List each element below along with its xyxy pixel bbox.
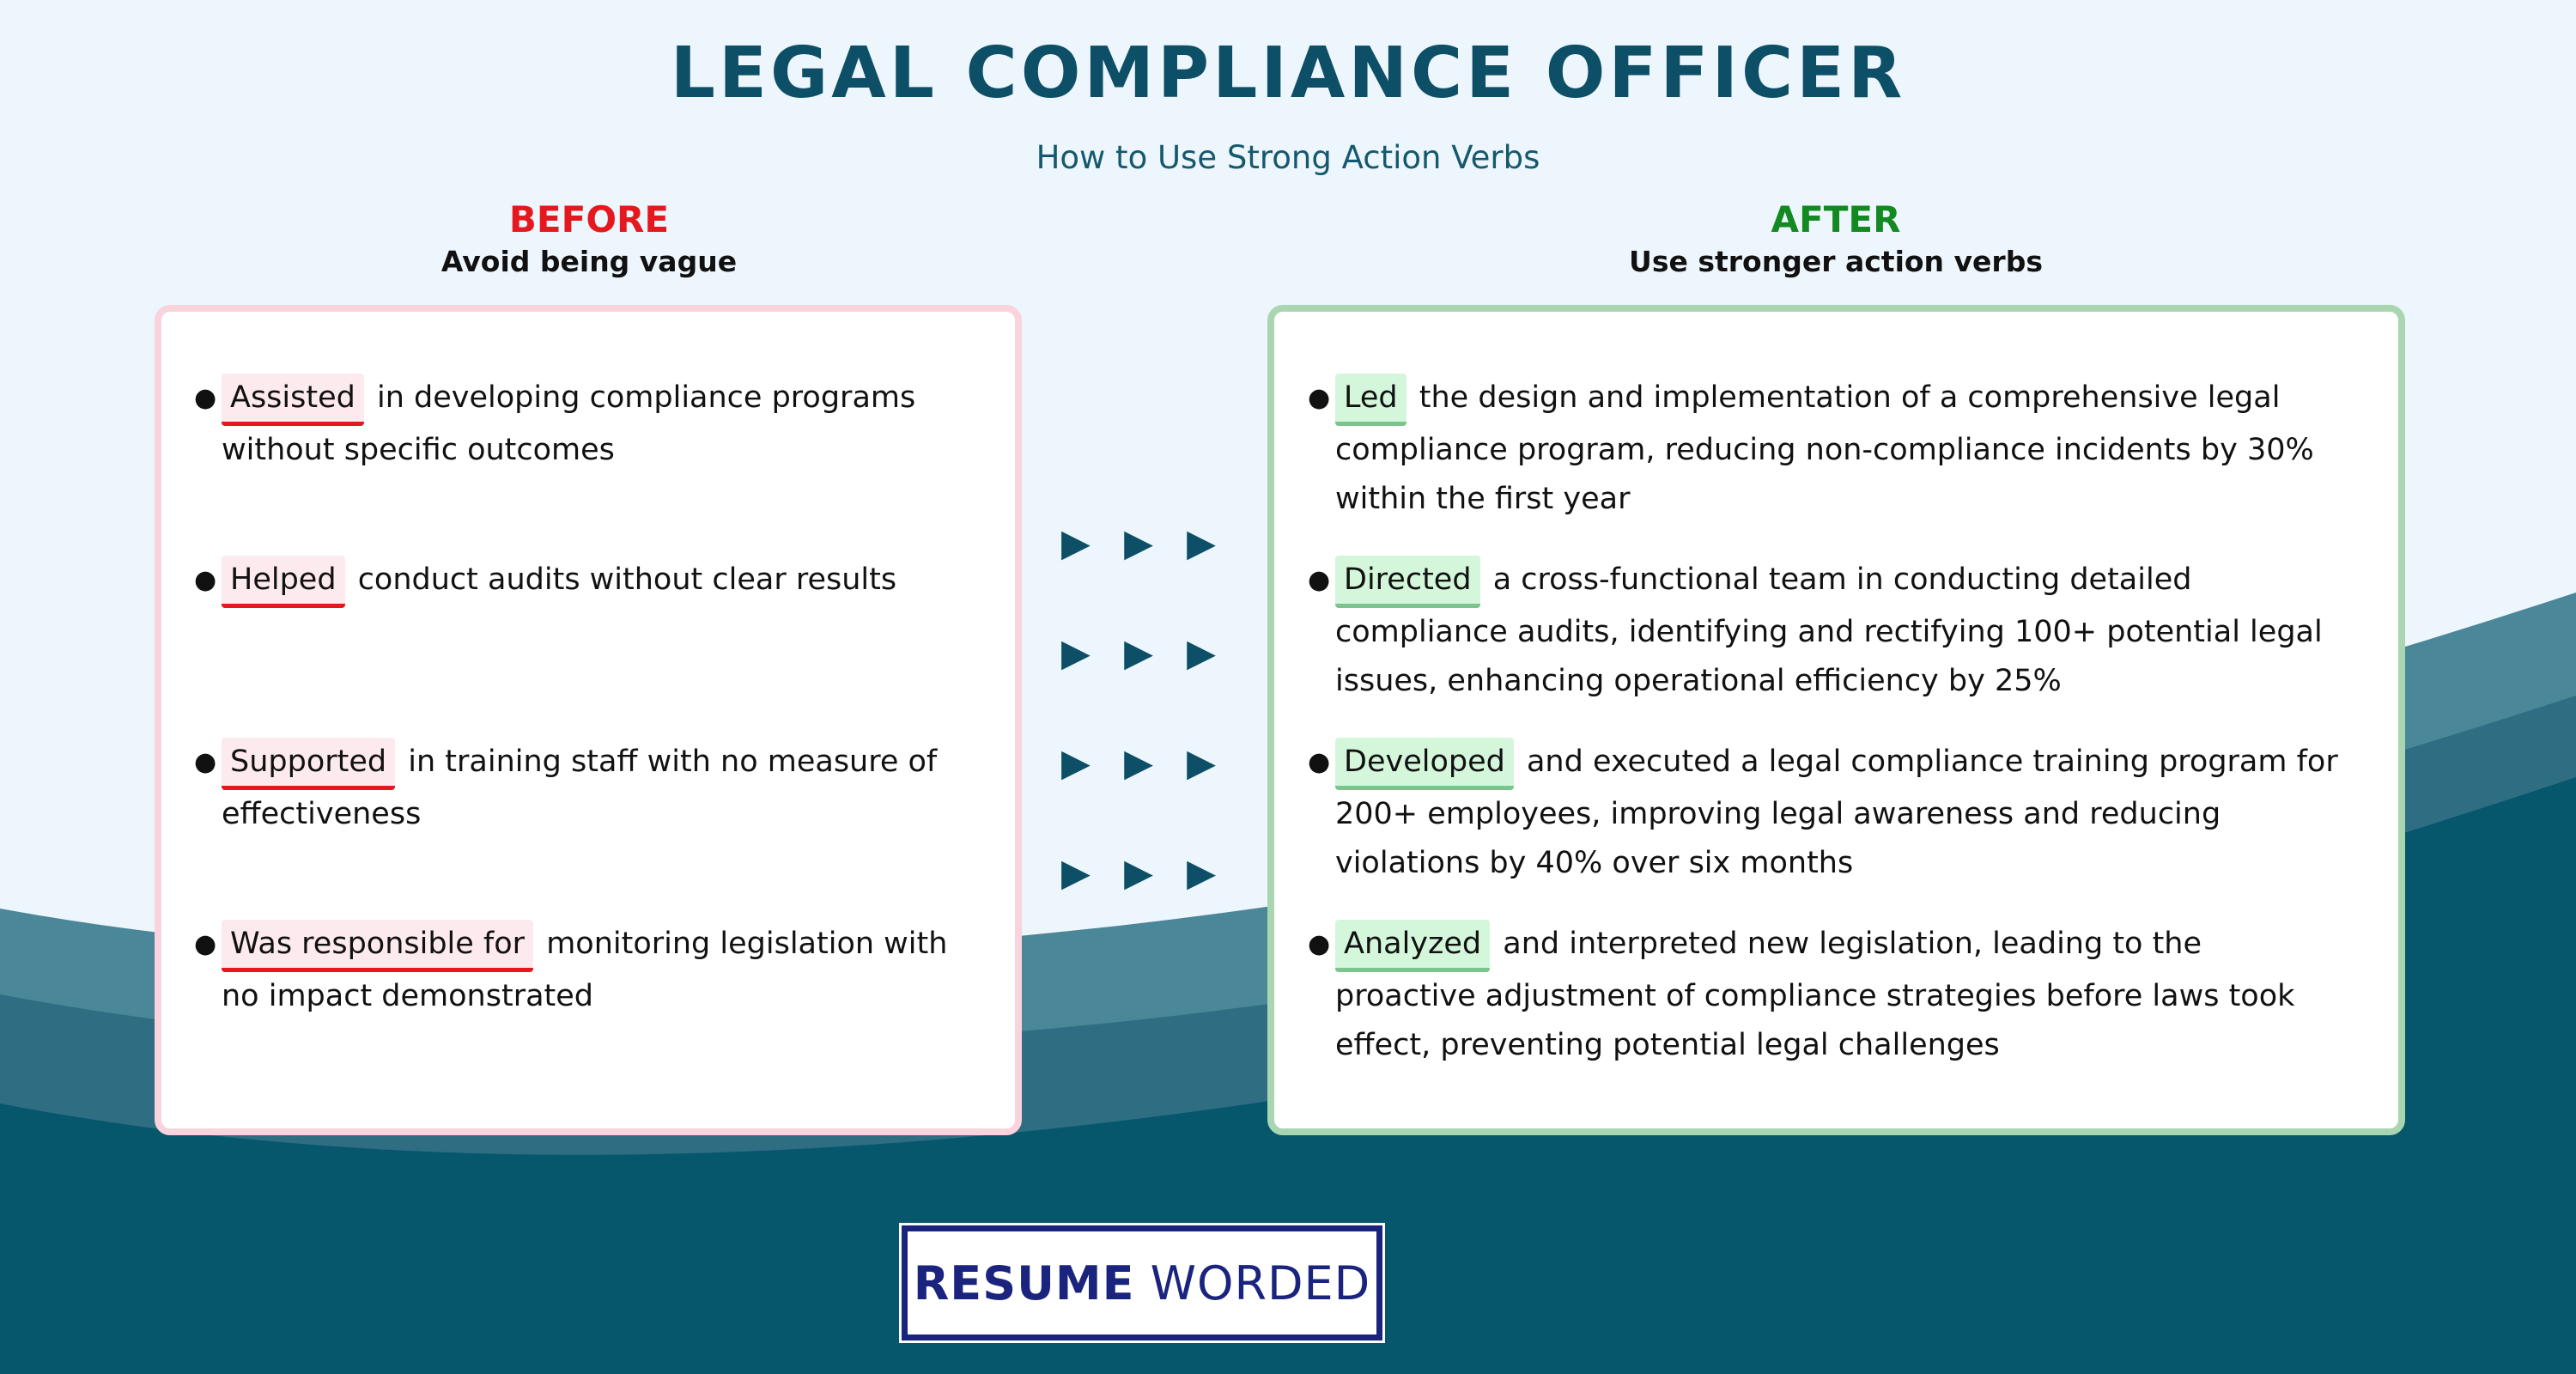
strong-verb: Analyzed xyxy=(1335,920,1490,972)
after-item-text: and executed a legal compliance training program for 200+ employees, improving legal awareness and reducing violations by 40% over six months xyxy=(1335,745,2338,880)
before-item-text: in developing compliance programs without specific outcomes xyxy=(222,380,916,467)
before-sublabel: Avoid being vague xyxy=(440,245,738,278)
before-item-1 xyxy=(194,374,977,475)
strong-verb: Developed xyxy=(1335,738,1514,790)
after-item-text: the design and implementation of a comprehensive legal compliance program, reducing non-compliance incidents by 30% within the first year xyxy=(1335,380,2314,516)
after-label: AFTER xyxy=(1771,198,1901,240)
logo-bold-text: RESUME xyxy=(913,1255,1135,1310)
resume-worded-logo xyxy=(902,1225,1382,1341)
triangle-right-icon: ▶ xyxy=(1187,851,1216,895)
bullet-icon: ● xyxy=(194,383,217,413)
before-panel xyxy=(155,305,1022,1135)
page-subtitle: How to Use Strong Action Verbs xyxy=(1036,139,1540,176)
strong-verb: Led xyxy=(1335,374,1406,426)
before-item-text: in training staff with no measure of effectiveness xyxy=(222,745,938,831)
after-item-4 xyxy=(1308,920,2344,1070)
bullet-icon: ● xyxy=(1308,565,1331,595)
bullet-icon: ● xyxy=(1308,747,1331,777)
triangle-right-icon: ▶ xyxy=(1124,631,1153,675)
bullet-icon: ● xyxy=(194,929,217,959)
arrow-row xyxy=(1061,741,1216,785)
before-item-3 xyxy=(194,738,977,839)
triangle-right-icon: ▶ xyxy=(1061,741,1091,785)
arrow-row xyxy=(1061,631,1216,675)
triangle-right-icon: ▶ xyxy=(1061,631,1091,675)
strong-verb: Directed xyxy=(1335,556,1480,608)
before-label: BEFORE xyxy=(508,198,670,240)
weak-verb: Supported xyxy=(222,738,395,790)
triangle-right-icon: ▶ xyxy=(1187,741,1216,785)
triangle-right-icon: ▶ xyxy=(1061,851,1091,895)
before-item-2 xyxy=(194,556,977,608)
after-panel xyxy=(1267,305,2405,1135)
triangle-right-icon: ▶ xyxy=(1187,631,1216,675)
bullet-icon: ● xyxy=(1308,929,1331,959)
bullet-icon: ● xyxy=(194,747,217,777)
triangle-right-icon: ▶ xyxy=(1187,521,1216,565)
before-item-4 xyxy=(194,920,977,1021)
page-title: LEGAL COMPLIANCE OFFICER xyxy=(670,33,1906,114)
before-item-text: conduct audits without clear results xyxy=(357,562,897,597)
after-item-3 xyxy=(1308,738,2344,888)
after-item-2 xyxy=(1308,556,2344,706)
triangle-right-icon: ▶ xyxy=(1061,521,1091,565)
weak-verb: Assisted xyxy=(222,374,364,426)
before-item-text: monitoring legislation with no impact demonstrated xyxy=(222,927,948,1013)
after-item-text: and interpreted new legislation, leading to the proactive adjustment of compliance strategies before laws took effect, preventing potential legal challenges xyxy=(1335,927,2295,1062)
after-header xyxy=(1269,198,2403,282)
arrow-row xyxy=(1061,851,1216,895)
bullet-icon: ● xyxy=(1308,383,1331,413)
after-item-1 xyxy=(1308,374,2344,524)
logo-regular-text: WORDED xyxy=(1150,1255,1371,1310)
after-sublabel: Use stronger action verbs xyxy=(1629,245,2043,278)
triangle-right-icon: ▶ xyxy=(1124,741,1153,785)
weak-verb: Was responsible for xyxy=(222,920,533,972)
bullet-icon: ● xyxy=(194,565,217,595)
weak-verb: Helped xyxy=(222,556,345,608)
before-header xyxy=(160,198,1018,282)
arrow-row xyxy=(1061,521,1216,565)
after-item-text: a cross-functional team in conducting detailed compliance audits, identifying and rectifying 100+ potential legal issues, enhancing operational efficiency by 25% xyxy=(1335,562,2323,698)
triangle-right-icon: ▶ xyxy=(1124,521,1153,565)
triangle-right-icon: ▶ xyxy=(1124,851,1153,895)
